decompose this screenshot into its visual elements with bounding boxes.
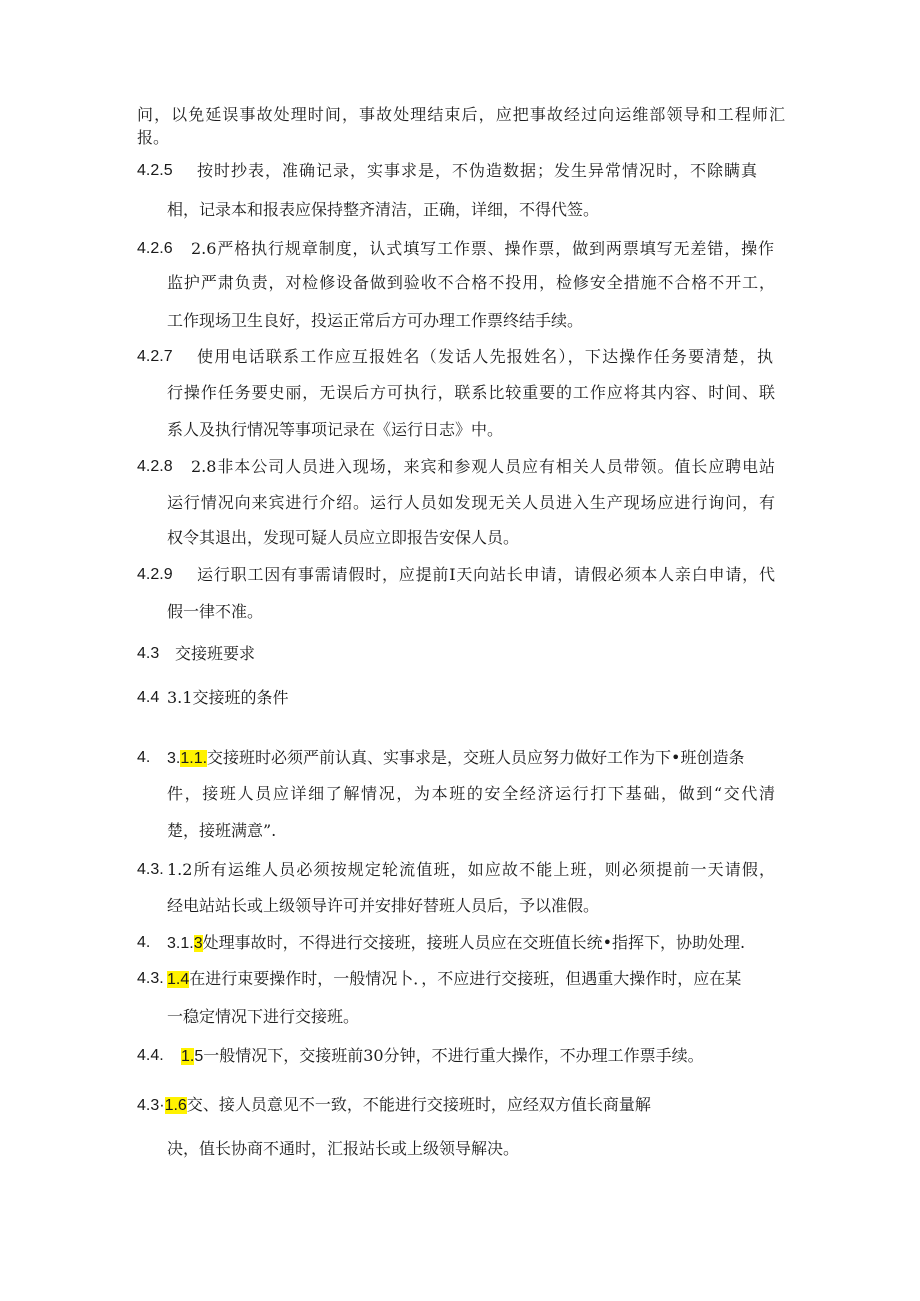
section-heading: 3.1交接班的条件	[167, 688, 289, 707]
highlight-mark: 1.1.	[180, 750, 208, 767]
clause-number: 4.	[137, 749, 151, 766]
section-number: 4.4	[137, 689, 160, 706]
clause-prefix: 3.	[167, 750, 181, 767]
clause-prefix: 5	[194, 1048, 204, 1065]
clause-line: 使用电话联系工作应互报姓名（发话人先报姓名），下达操作任务要清楚，执	[197, 347, 773, 366]
clause-line: 交、接人员意见不一致，不能进行交接班时，应经双方值长商量解	[186, 1095, 651, 1114]
clause-line: 1.2所有运维人员必须按规定轮流值班，如应故不能上班，则必须提前一天请假，	[167, 860, 775, 879]
clause-line: 行操作任务要史丽，无误后方可执行，联系比较重要的工作应将其内容、时间、联	[167, 383, 775, 402]
clause-number: 4.3.	[137, 970, 164, 987]
clause-line: 假一律不准。	[167, 602, 264, 621]
clause-line: 处理事故时，不得进行交接班，接班人员应在交班值长统•指挥下，协助处理.	[202, 933, 746, 952]
highlight-mark: 1.4	[167, 971, 190, 988]
clause-number: 4.	[137, 934, 151, 951]
clause-line: 系人及执行情况等事项记录在《运行日志》中。	[167, 420, 504, 439]
highlight-mark: 1.	[181, 1048, 195, 1065]
clause-number: 4.4.	[137, 1047, 164, 1064]
clause-line: 运行情况向来宾进行介绍。运行人员如发现无关人员进入生产现场应进行询问，有	[167, 493, 775, 512]
clause-line: 一般情况下，交接班前30分钟，不进行重大操作，不办理工作票手续。	[203, 1046, 704, 1065]
clause-line: 按时抄表，准确记录，实事求是，不伪造数据；发生异常情况时，不除瞒真	[197, 161, 757, 180]
section-number: 4.3	[137, 645, 160, 662]
clause-first-line	[181, 1045, 704, 1068]
clause-line: 权令其退出，发现可疑人员应立即报告安保人员。	[167, 528, 520, 547]
clause-number: 4.2.6	[137, 240, 173, 257]
clause-prefix: 1.	[180, 935, 194, 952]
section-heading: 交接班要求	[175, 644, 256, 663]
clause-number: 4.3·	[137, 1097, 165, 1114]
clause-line: 楚，接班满意”.	[167, 821, 277, 840]
clause-first-line	[167, 747, 744, 770]
clause-first-line	[137, 1094, 651, 1117]
text-line: 报。	[137, 128, 170, 147]
clause-line: 相，记录本和报表应保持整齐清洁，正确，详细，不得代签。	[167, 200, 600, 219]
clause-line: 经电站站长或上级领导许可并安排好替班人员后，予以准假。	[167, 896, 600, 915]
clause-number: 4.2.5	[137, 162, 173, 179]
clause-line: 一稳定情况下进行交接班。	[167, 1007, 360, 1026]
highlight-mark: 3	[193, 935, 203, 952]
clause-line: 在进行束要操作时，一般情况卜．，不应进行交接班，但遇重大操作时，应在某	[189, 969, 742, 988]
clause-line: 件，接班人员应详细了解情况，为本班的安全经济运行打下基础，做到“交代清	[167, 784, 775, 803]
clause-number: 4.2.8	[137, 458, 173, 475]
clause-line: 工作现场卫生良好，投运正常后方可办理工作票终结手续。	[167, 311, 584, 330]
clause-line: 交接班时必须严前认真、实事求是，交班人员应努力做好工作为下•班创造条	[207, 748, 745, 767]
clause-first-line	[167, 968, 741, 991]
clause-first-line	[167, 932, 745, 955]
clause-number: 4.2.7	[137, 348, 173, 365]
clause-number: 4.3.	[137, 861, 164, 878]
clause-prefix: 3.	[167, 935, 181, 952]
highlight-mark: 1.6	[164, 1097, 187, 1114]
text-line: 问，以免延误事故处理时间，事故处理结束后，应把事故经过向运维部领导和工程师汇	[137, 105, 785, 124]
clause-line: 监护严肃负责，对检修设备做到验收不合格不投用，检修安全措施不合格不开工，	[167, 273, 775, 292]
clause-line: 运行职工因有事需请假时，应提前I天向站长申请，请假必须本人亲白申请，代	[197, 565, 775, 584]
clause-number: 4.2.9	[137, 566, 173, 583]
clause-line: 决，值长协商不通时，汇报站长或上级领导解决。	[167, 1139, 520, 1158]
clause-line: 2.8非本公司人员进入现场，来宾和参观人员应有相关人员带领。值长应聘电站	[191, 457, 775, 476]
clause-line: 2.6严格执行规章制度，认式填写工作票、操作票，做到两票填写无差错，操作	[191, 239, 774, 258]
